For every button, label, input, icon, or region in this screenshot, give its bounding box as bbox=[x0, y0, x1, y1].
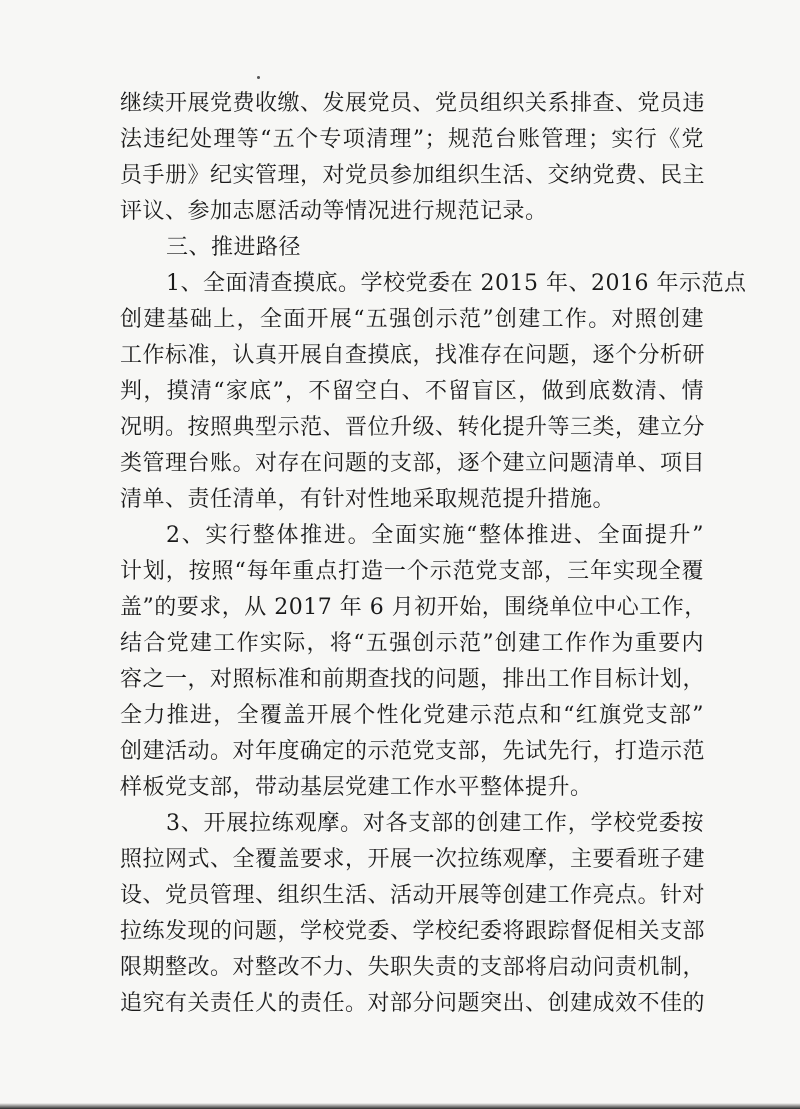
paragraph-line: 追究有关责任人的责任。对部分问题突出、创建成效不佳的 bbox=[120, 991, 706, 1016]
paragraph-line: 设、党员管理、组织生活、活动开展等创建工作亮点。针对 bbox=[120, 883, 706, 908]
paragraph-line: 盖”的要求，从 2017 年 6 月初开始，围绕单位中心工作， bbox=[120, 595, 707, 620]
paragraph-line: 继续开展党费收缴、发展党员、党员组织关系排查、党员违 bbox=[120, 91, 706, 116]
paragraph-line: 员手册》纪实管理，对党员参加组织生活、交纳党费、民主 bbox=[120, 163, 706, 188]
page-bottom-edge bbox=[0, 1103, 800, 1109]
scan-speck bbox=[257, 76, 260, 79]
paragraph-line: 评议、参加志愿活动等情况进行规范记录。 bbox=[120, 199, 548, 224]
paragraph-line: 法违纪处理等“五个专项清理”；规范台账管理；实行《党 bbox=[120, 127, 704, 152]
paragraph-line: 容之一，对照标准和前期查找的问题，排出工作目标计划， bbox=[120, 667, 706, 692]
paragraph-line: 况明。按照典型示范、晋位升级、转化提升等三类，建立分 bbox=[120, 415, 706, 440]
paragraph-line: 样板党支部，带动基层党建工作水平整体提升。 bbox=[120, 775, 593, 800]
paragraph-line: 照拉网式、全覆盖要求，开展一次拉练观摩，主要看班子建 bbox=[120, 847, 706, 872]
paragraph-line: 类管理台账。对存在问题的支部，逐个建立问题清单、项目 bbox=[120, 451, 706, 476]
document-body bbox=[120, 86, 747, 1022]
paragraph-line: 结合党建工作实际，将“五强创示范”创建工作作为重要内 bbox=[120, 631, 704, 656]
paragraph-line: 清单、责任清单，有针对性地采取规范提升措施。 bbox=[120, 487, 616, 512]
paragraph-line: 全力推进，全覆盖开展个性化党建示范点和“红旗党支部” bbox=[120, 703, 704, 728]
paragraph-first-line: 3、开展拉练观摩。对各支部的创建工作，学校党委按 bbox=[166, 811, 704, 836]
paragraph-line: 限期整改。对整改不力、失职失责的支部将启动问责机制， bbox=[120, 955, 706, 980]
paragraph-line: 创建基础上，全面开展“五强创示范”创建工作。对照创建 bbox=[120, 307, 704, 332]
paragraph-line: 判，摸清“家底”，不留空白、不留盲区，做到底数清、情 bbox=[120, 379, 704, 404]
paragraph-line: 计划，按照“每年重点打造一个示范党支部，三年实现全覆 bbox=[120, 559, 704, 584]
paragraph-first-line: 三、推进路径 bbox=[166, 235, 302, 260]
paragraph-line: 拉练发现的问题，学校党委、学校纪委将跟踪督促相关支部 bbox=[120, 919, 706, 944]
paragraph-line: 工作标准，认真开展自查摸底，找准存在问题，逐个分析研 bbox=[120, 343, 706, 368]
paragraph-line: 创建活动。对年度确定的示范党支部，先试先行，打造示范 bbox=[120, 739, 706, 764]
paragraph-first-line: 1、全面清查摸底。学校党委在 2015 年、2016 年示范点 bbox=[166, 271, 747, 296]
paragraph-first-line: 2、实行整体推进。全面实施“整体推进、全面提升” bbox=[166, 523, 704, 548]
